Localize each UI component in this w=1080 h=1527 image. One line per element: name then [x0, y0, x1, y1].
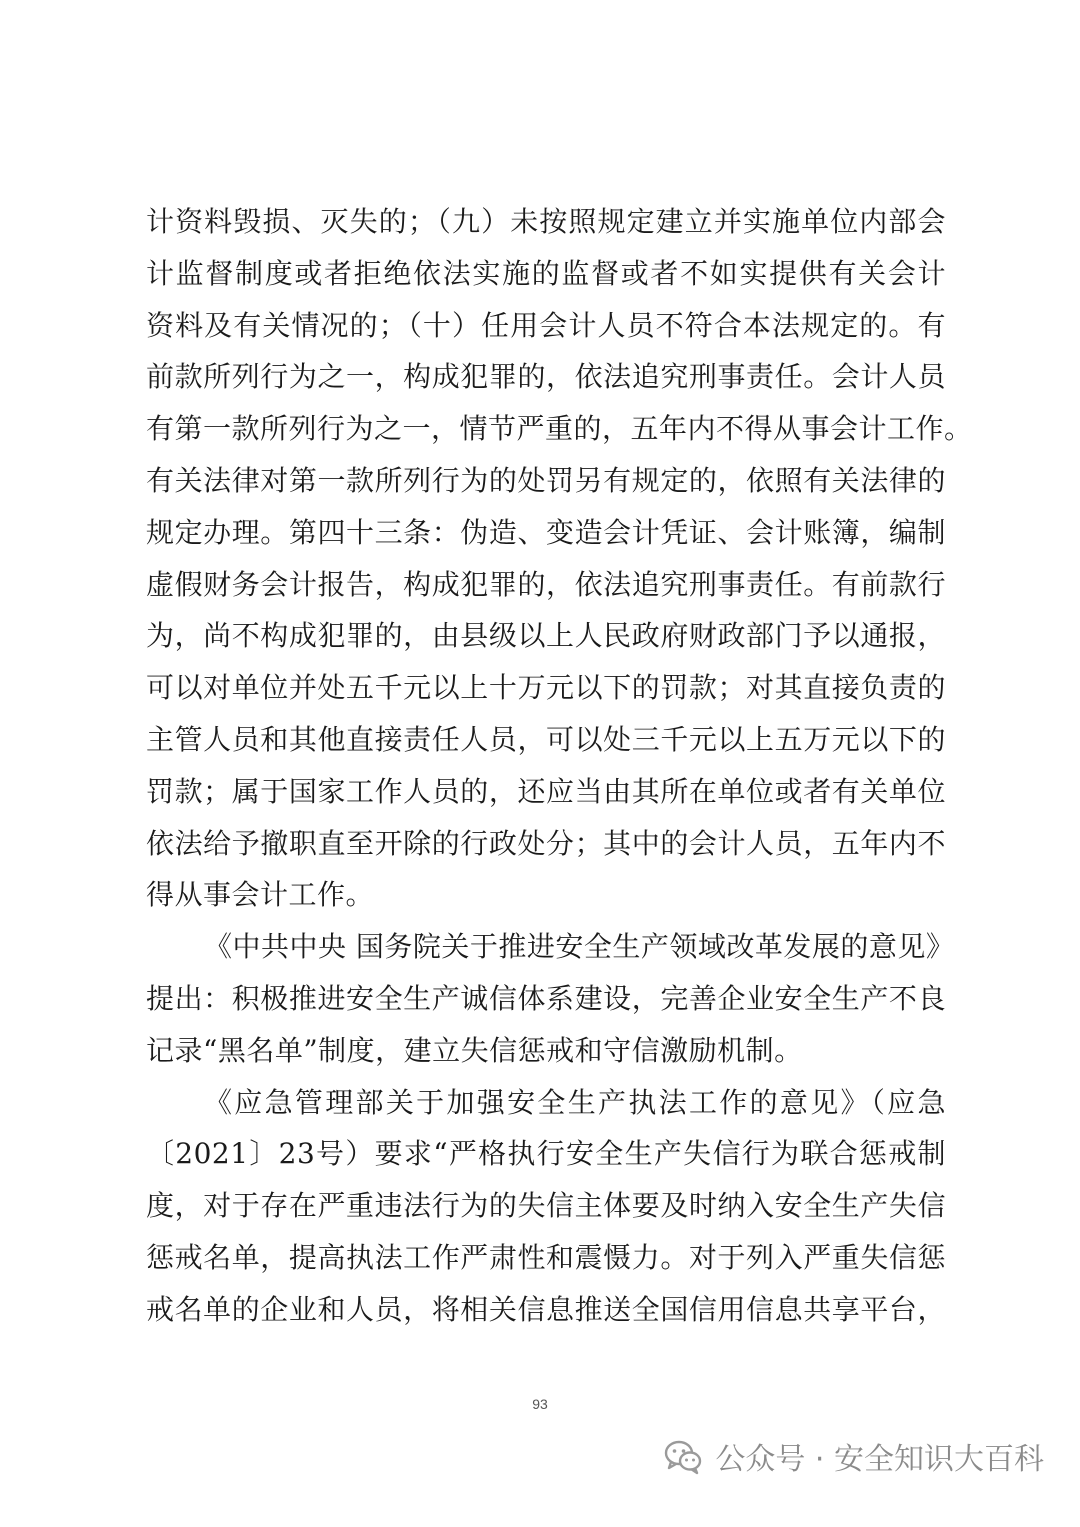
text-line: 依法给予撤职直至开除的行政处分；其中的会计人员，五年内不 — [146, 826, 946, 860]
text-line: 度，对于存在严重违法行为的失信主体要及时纳入安全生产失信 — [146, 1189, 946, 1223]
text-line: 罚款；属于国家工作人员的，还应当由其所在单位或者有关单位 — [146, 774, 946, 808]
text-line: 计监督制度或者拒绝依法实施的监督或者不如实提供有关会计 — [146, 256, 946, 290]
text-line: 《中共中央 国务院关于推进安全生产领域改革发展的意见》 — [204, 930, 955, 964]
text-line: 规定办理。第四十三条：伪造、变造会计凭证、会计账簿，编制 — [146, 515, 946, 549]
text-line: 可以对单位并处五千元以上十万元以下的罚款；对其直接负责的 — [146, 671, 946, 705]
text-line: 计资料毁损、灭失的；（九）未按照规定建立并实施单位内部会 — [146, 205, 946, 238]
text-line: 为，尚不构成犯罪的，由县级以上人民政府财政部门予以通报， — [146, 619, 946, 653]
page-number: 93 — [532, 1396, 548, 1412]
text-line: 〔2021〕23号）要求“严格执行安全生产失信行为联合惩戒制 — [146, 1137, 946, 1171]
text-line: 有第一款所列行为之一，情节严重的，五年内不得从事会计工作。 — [146, 412, 973, 446]
text-line: 惩戒名单，提高执法工作严肃性和震慑力。对于列入严重失信惩 — [146, 1240, 946, 1274]
text-line: 资料及有关情况的；（十）任用会计人员不符合本法规定的。有 — [146, 308, 946, 342]
wechat-icon — [663, 1436, 703, 1476]
text-line: 有关法律对第一款所列行为的处罚另有规定的，依照有关法律的 — [146, 463, 946, 497]
text-line: 《应急管理部关于加强安全生产执法工作的意见》（应急 — [204, 1085, 946, 1119]
text-line: 记录“黑名单”制度，建立失信惩戒和守信激励机制。 — [146, 1033, 803, 1067]
watermark — [663, 1434, 1044, 1478]
text-line: 前款所列行为之一，构成犯罪的，依法追究刑事责任。会计人员 — [146, 360, 946, 394]
text-line: 戒名单的企业和人员，将相关信息推送全国信用信息共享平台， — [146, 1292, 946, 1326]
text-line: 提出：积极推进安全生产诚信体系建设，完善企业安全生产不良 — [146, 981, 946, 1015]
text-line: 虚假财务会计报告，构成犯罪的，依法追究刑事责任。有前款行 — [146, 567, 946, 601]
watermark-text: 公众号 · 安全知识大百科 — [715, 1442, 1044, 1477]
body-text — [146, 196, 973, 1336]
text-line: 得从事会计工作。 — [146, 878, 375, 912]
text-line: 主管人员和其他直接责任人员，可以处三千元以上五万元以下的 — [146, 722, 946, 756]
